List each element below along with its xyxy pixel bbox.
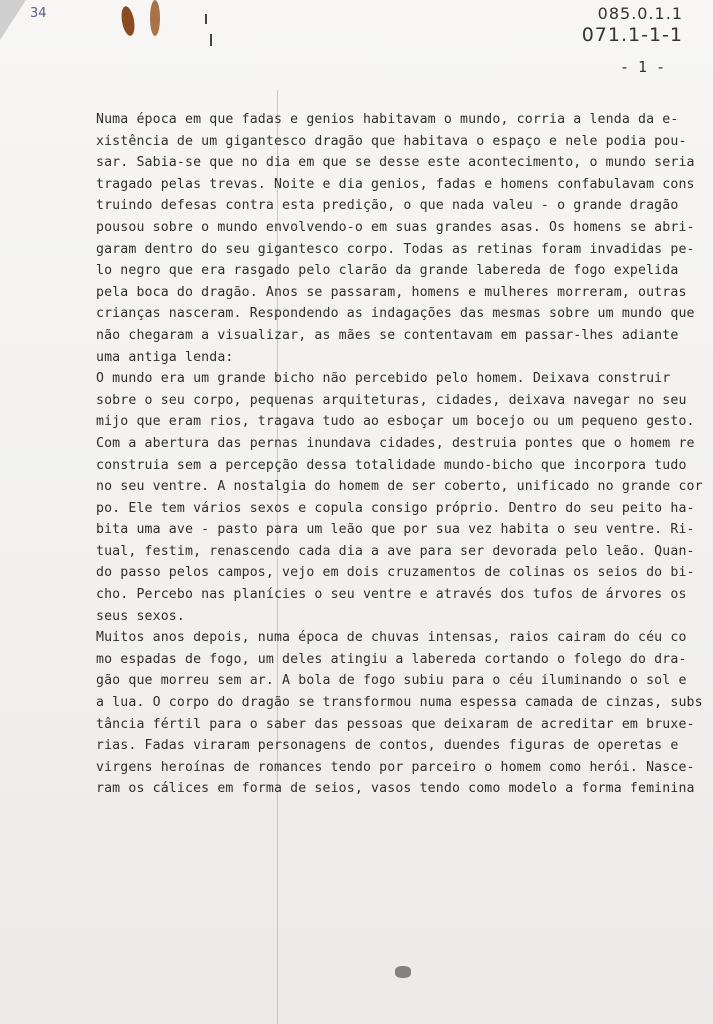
text-line: pela boca do dragão. Anos se passaram, homens e mulheres morreram, outras: [96, 284, 687, 300]
archive-reference-top: 085.0.1.1: [597, 4, 683, 23]
text-line: Muitos anos depois, numa época de chuvas intensas, raios cairam do céu co: [96, 630, 687, 646]
text-line: virgens heroínas de romances tendo por parceiro o homem como herói. Nasce-: [96, 759, 695, 775]
text-line: Com a abertura das pernas inundava cidades, destruia pontes que o homem re: [96, 435, 695, 451]
text-line: sar. Sabia-se que no dia em que se desse este acontecimento, o mundo seria: [96, 155, 695, 171]
text-line: truindo defesas contra esta predição, o que nada valeu - o grande dragão: [96, 198, 679, 214]
typewritten-text: [96, 109, 703, 800]
text-line: Numa época em que fadas e genios habitavam o mundo, corria a lenda da e-: [96, 112, 679, 127]
text-line: lo negro que era rasgado pelo clarão da grande labereda de fogo expelida: [96, 263, 679, 279]
pen-mark-icon: [210, 34, 212, 46]
text-line: mo espadas de fogo, um deles atingiu a labereda cortando o folego do dra-: [96, 651, 687, 667]
text-line: do passo pelos campos, vejo em dois cruzamentos de colinas os seios do bi-: [96, 565, 695, 581]
text-line: tragado pelas trevas. Noite e dia genios, fadas e homens confabulavam cons: [96, 176, 695, 192]
text-line: xistência de um gigantesco dragão que habitava o espaço e nele podia pou-: [96, 133, 687, 149]
smudge-mark-icon: [395, 966, 411, 978]
pen-mark-icon: [205, 14, 207, 24]
text-line: ram os cálices em forma de seios, vasos tendo como modelo a forma feminina: [96, 781, 695, 797]
archive-reference-bottom: 071.1-1-1: [581, 24, 683, 46]
text-line: po. Ele tem vários sexos e copula consigo próprio. Dentro do seu peito ha-: [96, 500, 695, 516]
text-line: uma antiga lenda:: [96, 349, 234, 365]
text-line: cho. Percebo nas planícies o seu ventre e através dos tufos de árvores os: [96, 587, 687, 603]
text-line: construia sem a percepção dessa totalidade mundo-bicho que incorpora tudo: [96, 457, 687, 473]
text-line: pousou sobre o mundo envolvendo-o em suas grandes asas. Os homens se abri-: [96, 219, 695, 235]
text-line: sobre o seu corpo, pequenas arquiteturas, cidades, deixava navegar no seu: [96, 392, 687, 408]
ink-stain-icon: [119, 5, 136, 37]
text-line: O mundo era um grande bicho não percebido pelo homem. Deixava construir: [96, 371, 671, 387]
text-line: tância fértil para o saber das pessoas que deixaram de acreditar em bruxe-: [96, 716, 695, 732]
page-number: - 1 -: [620, 58, 666, 76]
text-line: no seu ventre. A nostalgia do homem de ser coberto, unificado no grande cor: [96, 479, 703, 495]
text-line: crianças nasceram. Respondendo as indagações das mesmas sobre um mundo que: [96, 306, 695, 322]
text-line: mijo que eram rios, tragava tudo ao esboçar um bocejo ou um pequeno gesto.: [96, 414, 695, 430]
text-line: rias. Fadas viraram personagens de contos, duendes figuras de operetas e: [96, 738, 679, 754]
text-line: tual, festim, renascendo cada dia a ave para ser devorada pelo leão. Quan-: [96, 543, 695, 559]
text-line: bita uma ave - pasto para um leão que por sua vez habita o seu ventre. Ri-: [96, 522, 695, 538]
text-line: seus sexos.: [96, 608, 185, 624]
folded-corner: [0, 0, 26, 40]
text-line: gão que morreu sem ar. A bola de fogo subiu para o céu iluminando o sol e: [96, 673, 687, 689]
ink-stain-icon: [150, 0, 160, 36]
corner-number: 34: [30, 6, 47, 21]
text-line: a lua. O corpo do dragão se transformou numa espessa camada de cinzas, subs: [96, 695, 703, 711]
text-line: garam dentro do seu gigantesco corpo. Todas as retinas foram invadidas pe-: [96, 241, 695, 257]
text-line: não chegaram a visualizar, as mães se contentavam em passar-lhes adiante: [96, 327, 679, 343]
